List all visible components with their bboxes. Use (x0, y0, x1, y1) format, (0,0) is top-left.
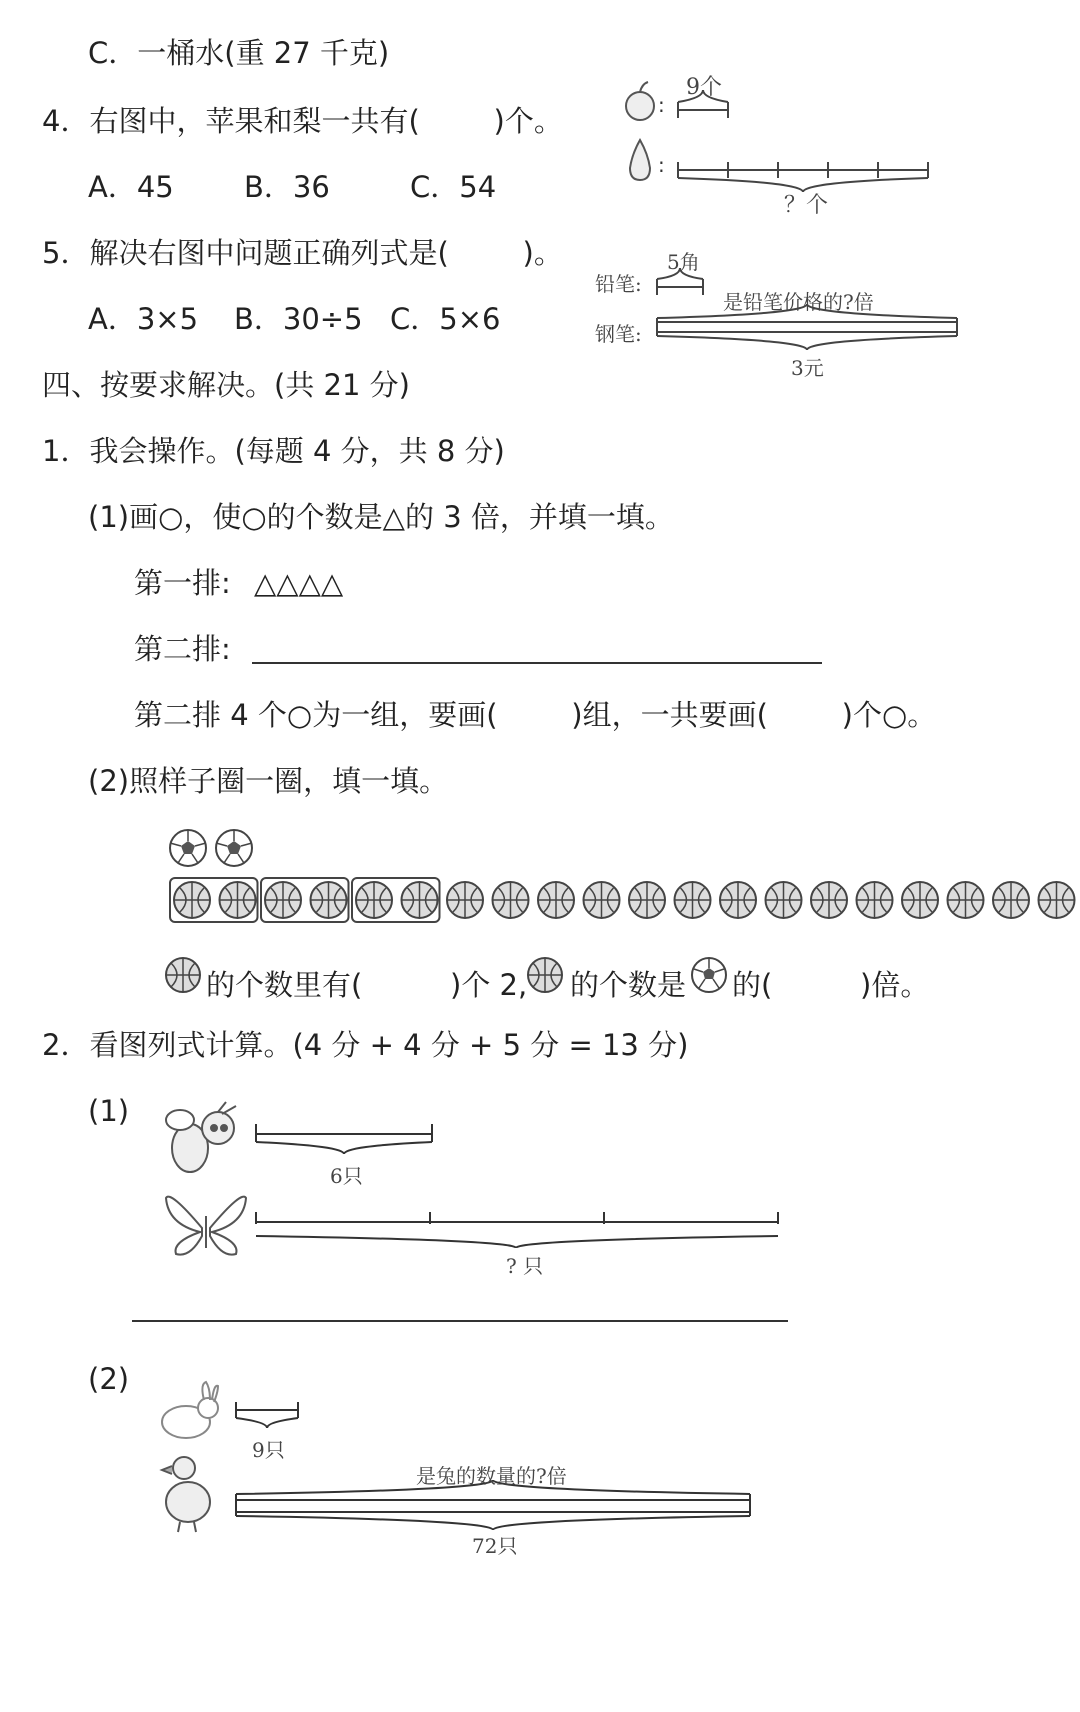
basketball (675, 882, 711, 918)
balls-figure (162, 822, 912, 932)
basketball (720, 882, 756, 918)
q3-option-c: C．一桶水(重 27 千克) (88, 36, 390, 70)
row2-answer-line[interactable] (252, 662, 822, 664)
soccer-ball-icon (690, 956, 730, 996)
times-question-label-2: 是兔的数量的?倍 (416, 1464, 567, 1488)
basketball (538, 882, 574, 918)
q5-figure (595, 242, 965, 382)
q4-option-c: C．54 (410, 170, 497, 204)
times-question-label: 是铅笔价格的?倍 (723, 290, 874, 314)
basketball (993, 882, 1029, 918)
bee-count-label: 6只 (330, 1164, 363, 1188)
q5-option-b: B．30÷5 (234, 302, 363, 336)
total-count-label: ？个 (784, 193, 829, 218)
butterfly-icon (166, 1197, 246, 1255)
basketball (174, 882, 210, 918)
fill-text-b: )个 2, (450, 968, 528, 1002)
fill-text-e: )倍。 (860, 968, 930, 1002)
p2-sub1: (1) (88, 1094, 130, 1128)
section-title: 四、按要求解决。(共 21 分) (42, 368, 410, 402)
basketball (447, 882, 483, 918)
basketball (311, 882, 347, 918)
pen-price-label: 3元 (791, 356, 824, 380)
q4-stem: 4．右图中，苹果和梨一共有( )个。 (42, 104, 563, 138)
fill-text-a: 的个数里有( (206, 968, 363, 1002)
svg-text::: : (658, 153, 665, 177)
apple-count-label: 9个 (686, 75, 722, 100)
basketball (857, 882, 893, 918)
svg-text::: : (658, 93, 665, 117)
rabbit-count-label: 9只 (252, 1438, 285, 1462)
basketball (1039, 882, 1075, 918)
row1-label: 第一排: (134, 566, 231, 600)
basketball (493, 882, 529, 918)
rabbit-duck-figure (156, 1380, 766, 1558)
basketball (629, 882, 665, 918)
basketball (265, 882, 301, 918)
duck-icon (162, 1457, 210, 1532)
basketball (402, 882, 438, 918)
p1-sub2: (2)照样子圈一圈，填一填。 (88, 764, 449, 798)
basketball-icon (164, 956, 204, 996)
pencil-label: 铅笔: (595, 272, 642, 296)
q4-option-b: B．36 (244, 170, 330, 204)
rabbit-icon (162, 1382, 218, 1438)
row2-fill-sentence: 第二排 4 个○为一组，要画( )组，一共要画( )个○。 (134, 698, 937, 732)
fill-text-c: 的个数是 (570, 968, 687, 1002)
p2-sub1-answer-line[interactable] (132, 1320, 788, 1322)
basketball (948, 882, 984, 918)
basketball (356, 882, 392, 918)
basketball (766, 882, 802, 918)
basketball (584, 882, 620, 918)
basketball (811, 882, 847, 918)
pen-label: 钢笔: (595, 322, 642, 346)
q5-option-a: A．3×5 (88, 302, 199, 336)
pear-icon (630, 140, 650, 180)
soccer-ball (216, 830, 252, 866)
q4-figure (620, 70, 950, 220)
bee-butterfly-figure (160, 1098, 800, 1288)
row2-label: 第二排: (134, 632, 231, 666)
p2-sub2: (2) (88, 1362, 130, 1396)
basketball (902, 882, 938, 918)
butterfly-count-label: ? 只 (506, 1254, 544, 1278)
q5-option-c: C．5×6 (390, 302, 501, 336)
q5-stem: 5．解决右图中问题正确列式是( )。 (42, 236, 563, 270)
q4-option-a: A．45 (88, 170, 174, 204)
p1-sub1: (1)画○，使○的个数是△的 3 倍，并填一填。 (88, 500, 674, 534)
basketball-icon (526, 956, 566, 996)
apple-icon (626, 82, 654, 120)
pencil-price-label: 5角 (667, 250, 700, 274)
p1-title: 1．我会操作。(每题 4 分，共 8 分) (42, 434, 505, 468)
bee-icon (166, 1102, 236, 1172)
soccer-ball (170, 830, 206, 866)
basketball (220, 882, 256, 918)
fill-text-d: 的( (732, 968, 773, 1002)
row1-triangles: △△△△ (254, 566, 344, 600)
p2-title: 2．看图列式计算。(4 分 + 4 分 + 5 分 = 13 分) (42, 1028, 689, 1062)
duck-count-label: 72只 (472, 1534, 518, 1558)
